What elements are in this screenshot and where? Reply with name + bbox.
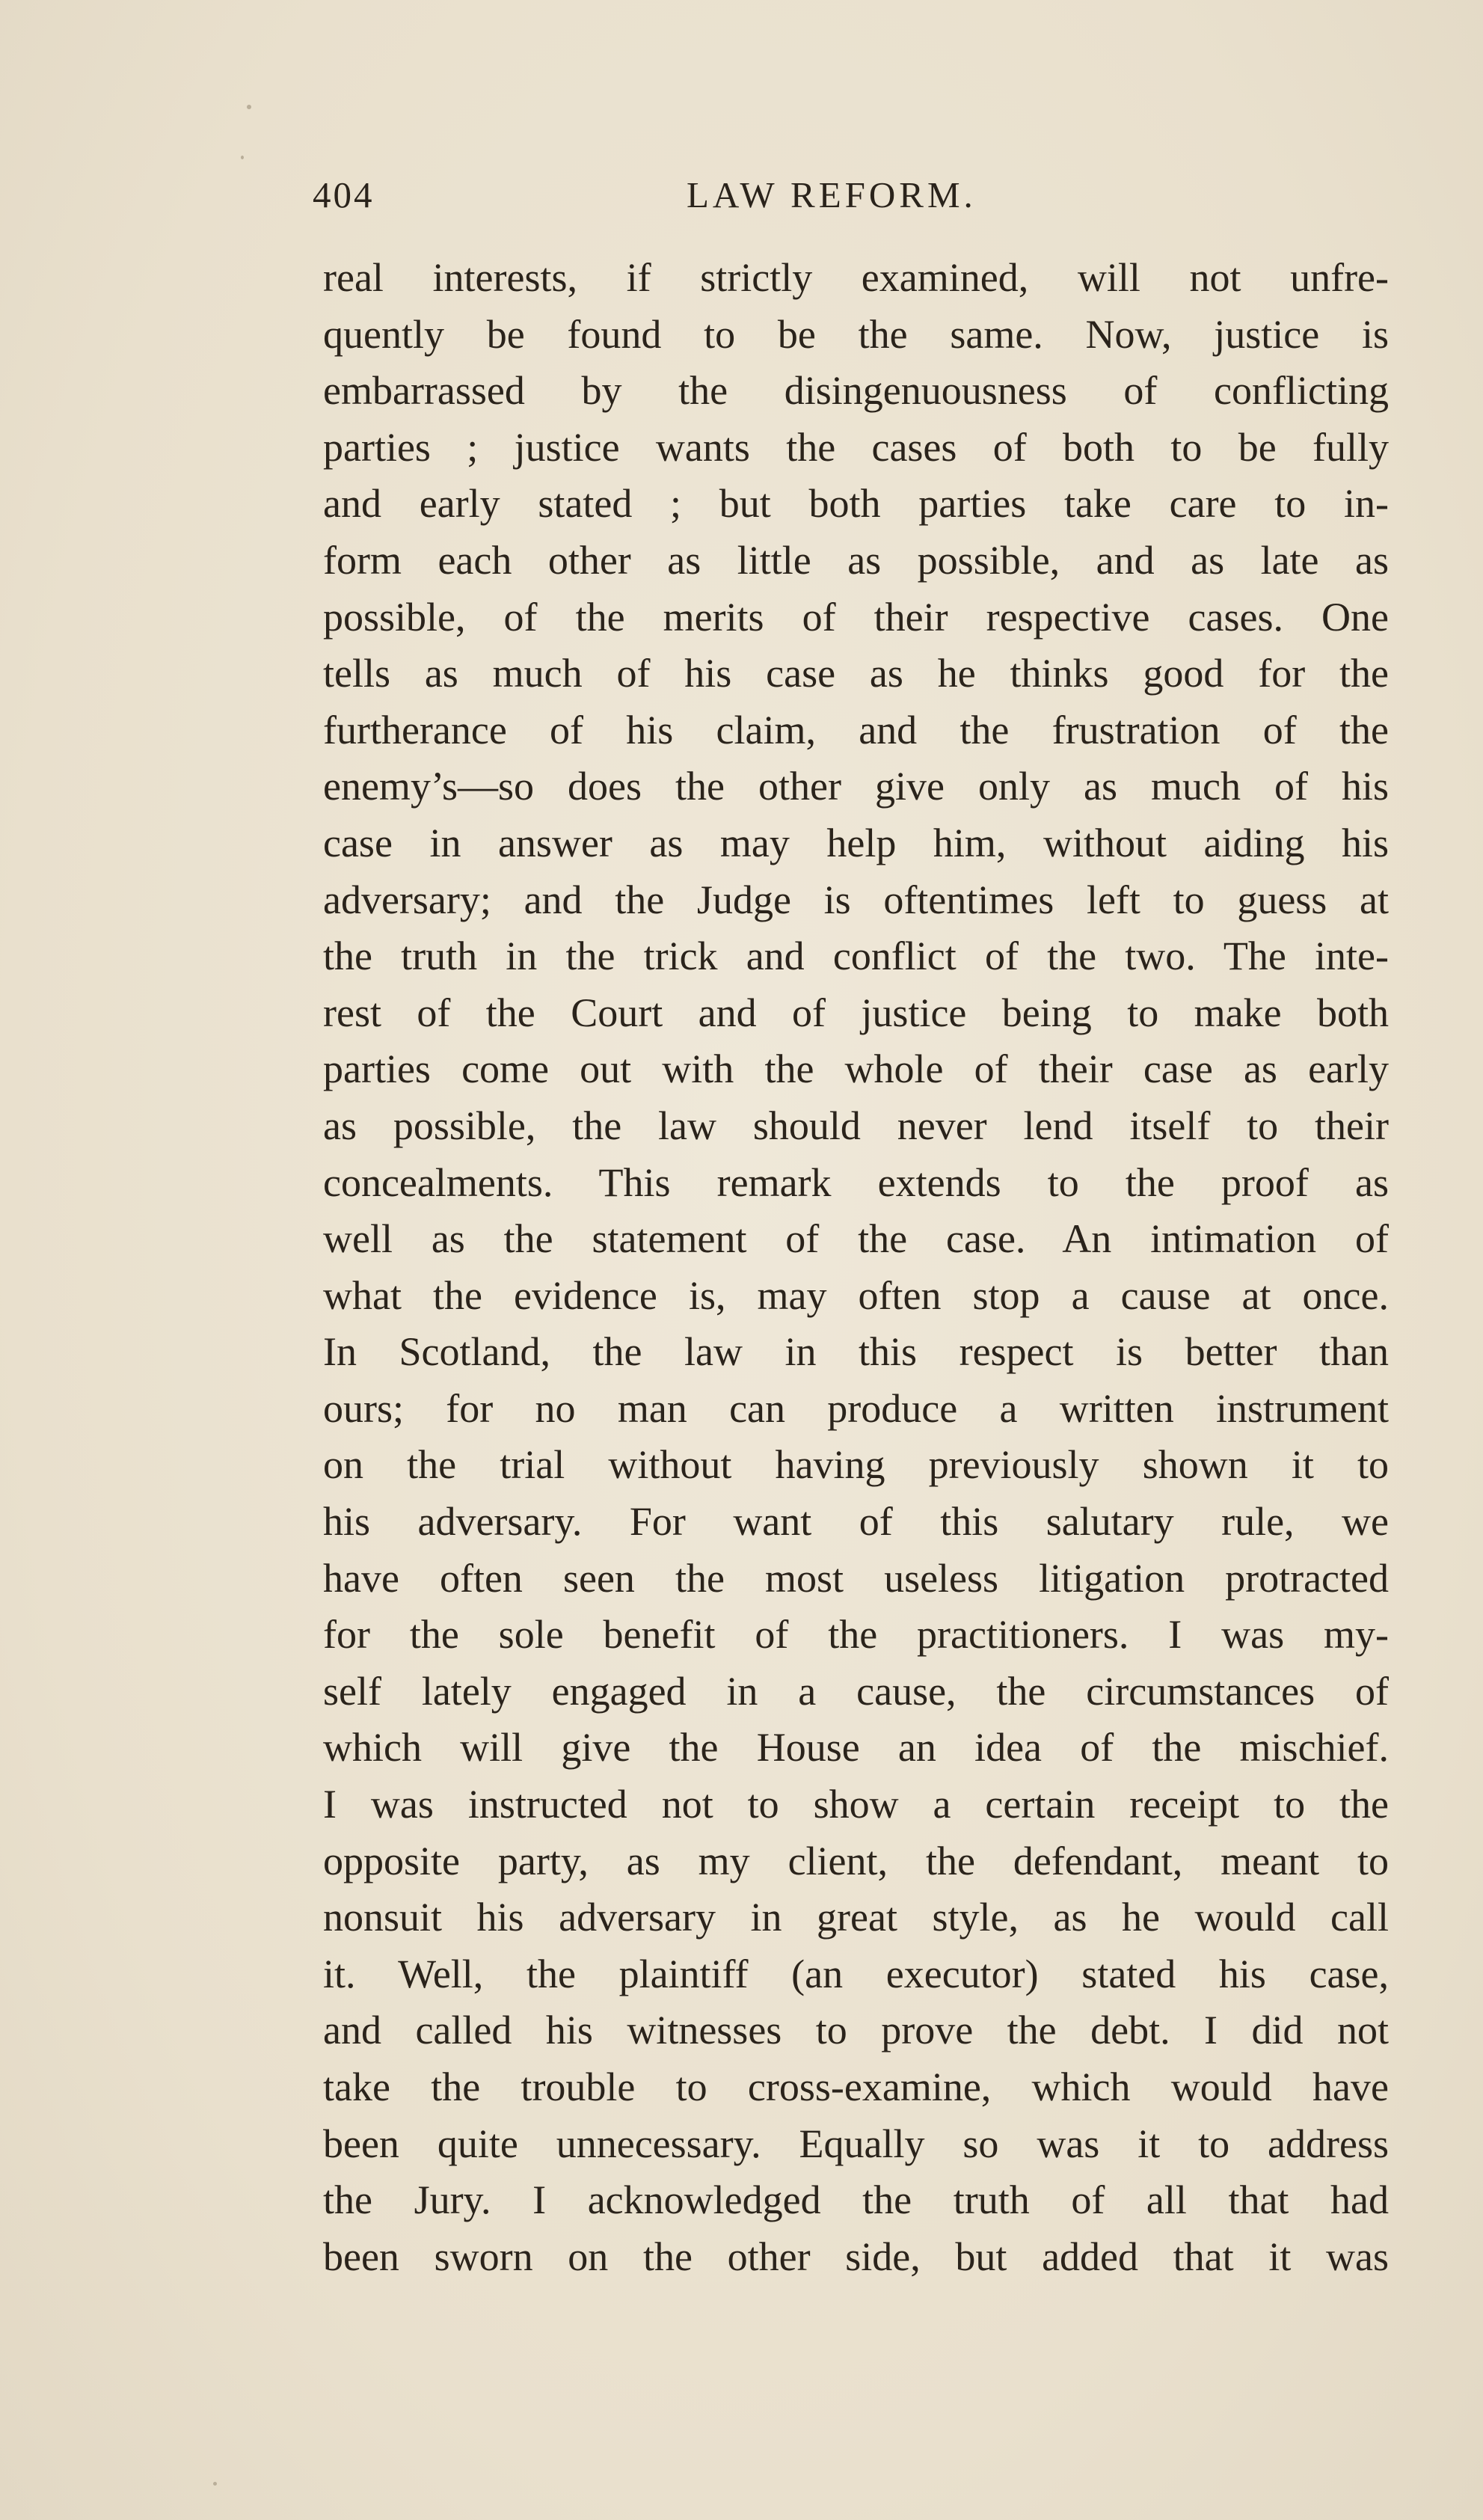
text-line: well as the statement of the case. An intimation of: [323, 1216, 1389, 1262]
text-line: real interests, if strictly examined, will not unfre-: [323, 255, 1389, 300]
paper-speck: [247, 105, 251, 109]
text-line: tells as much of his case as he thinks good for the: [323, 651, 1389, 696]
text-line: quently be found to be the same. Now, justice is: [323, 311, 1389, 357]
body-text: [323, 250, 1389, 2285]
text-line: embarrassed by the disingenuousness of conflicting: [323, 368, 1389, 414]
text-line: case in answer as may help him, without aiding his: [323, 820, 1389, 865]
text-line: parties come out with the whole of their case as early: [323, 1046, 1389, 1092]
text-line: nonsuit his adversary in great style, as he would call: [323, 1895, 1389, 1940]
text-line: which will give the House an idea of the mischief.: [323, 1725, 1389, 1771]
text-line: concealments. This remark extends to the proof as: [323, 1159, 1389, 1205]
running-head: [313, 174, 1390, 218]
text-line: furtherance of his claim, and the frustration of the: [323, 707, 1389, 752]
text-line: enemy’s—so does the other give only as much of his: [323, 764, 1389, 809]
text-line: I was instructed not to show a certain receipt to the: [323, 1782, 1389, 1827]
page-number: 404: [313, 174, 375, 215]
paper-speck: [241, 156, 244, 159]
text-line: been sworn on the other side, but added that it was: [323, 2234, 1389, 2279]
text-line: on the trial without having previously shown it to: [323, 1442, 1389, 1488]
text-line: In Scotland, the law in this respect is better than: [323, 1329, 1389, 1375]
text-line: form each other as little as possible, and as late as: [323, 537, 1389, 583]
text-line: have often seen the most useless litigation protracted: [323, 1555, 1389, 1601]
text-line: parties ; justice wants the cases of both to be fully: [323, 424, 1389, 470]
text-line: self lately engaged in a cause, the circumstances of: [323, 1668, 1389, 1714]
text-line: take the trouble to cross-examine, which would have: [323, 2064, 1389, 2109]
text-line: rest of the Court and of justice being to make both: [323, 990, 1389, 1035]
text-line: what the evidence is, may often stop a cause at once.: [323, 1272, 1389, 1318]
text-line: adversary; and the Judge is oftentimes left to guess at: [323, 877, 1389, 922]
running-title: LAW REFORM.: [687, 174, 977, 215]
text-line: it. Well, the plaintiff (an executor) stated his case,: [323, 1951, 1389, 1996]
text-line: the truth in the trick and conflict of the two. The inte-: [323, 933, 1389, 979]
text-line: his adversary. For want of this salutary rule, we: [323, 1499, 1389, 1545]
text-line: ours; for no man can produce a written instrument: [323, 1385, 1389, 1431]
text-line: been quite unnecessary. Equally so was it to address: [323, 2121, 1389, 2166]
paper-speck: [213, 2482, 217, 2486]
text-line: opposite party, as my client, the defendant, meant to: [323, 1838, 1389, 1883]
text-line: and called his witnesses to prove the debt. I did not: [323, 2008, 1389, 2053]
text-line: and early stated ; but both parties take care to in-: [323, 481, 1389, 527]
text-line: the Jury. I acknowledged the truth of all that had: [323, 2177, 1389, 2223]
text-line: possible, of the merits of their respective cases. One: [323, 594, 1389, 640]
text-line: for the sole benefit of the practitioners. I was my-: [323, 1612, 1389, 1658]
text-line: as possible, the law should never lend itself to their: [323, 1103, 1389, 1148]
